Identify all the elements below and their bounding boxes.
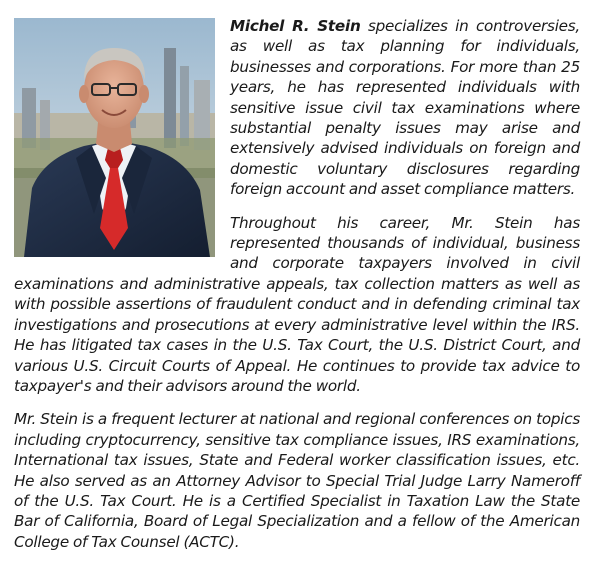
- bio-paragraph-2: Throughout his career, Mr. Stein has represented thousands of individual, business and corporate taxpayers involved in civil examinations and administrative appeals, tax collection matters as well as with possible assertions of fraudulent conduct and in defending criminal tax investigations and prosecutions at every administrative level within the IRS. He has litigated tax cases in the U.S. Tax Court, the U.S. District Court, and various U.S. Circuit Courts of Appeal. He continues to provide tax advice to taxpayer's and their advisors around the world.: [14, 213, 580, 395]
- portrait-photo: [14, 18, 215, 257]
- bio-paragraph-3: Mr. Stein is a frequent lecturer at national and regional conferences on topics including cryptocurrency, sensitive tax compliance issues, IRS examinations, International tax issues, State and Federal worker classification issues, etc. He also served as an Attorney Advisor to Special Trial Judge Larry Nameroff of the U.S. Tax Court. He is a Certified Specialist in Taxation Law the State Bar of California, Board of Legal Specialization and a fellow of the American College of Tax Counsel (ACTC).: [14, 410, 580, 551]
- attorney-bio: [14, 16, 580, 565]
- attorney-name: Michel R. Stein: [230, 17, 361, 35]
- attorney-portrait: [14, 18, 215, 257]
- bio-paragraph-1-text: specializes in controversies, as well as tax planning for individuals, businesses and corporations. For more than 25 years, he has represented individuals with sensitive issue civil tax examinations where substantial penalty issues may arise and extensively advised individuals on foreign and domestic voluntary disclosures regarding foreign account and asset compliance matters.: [230, 17, 580, 199]
